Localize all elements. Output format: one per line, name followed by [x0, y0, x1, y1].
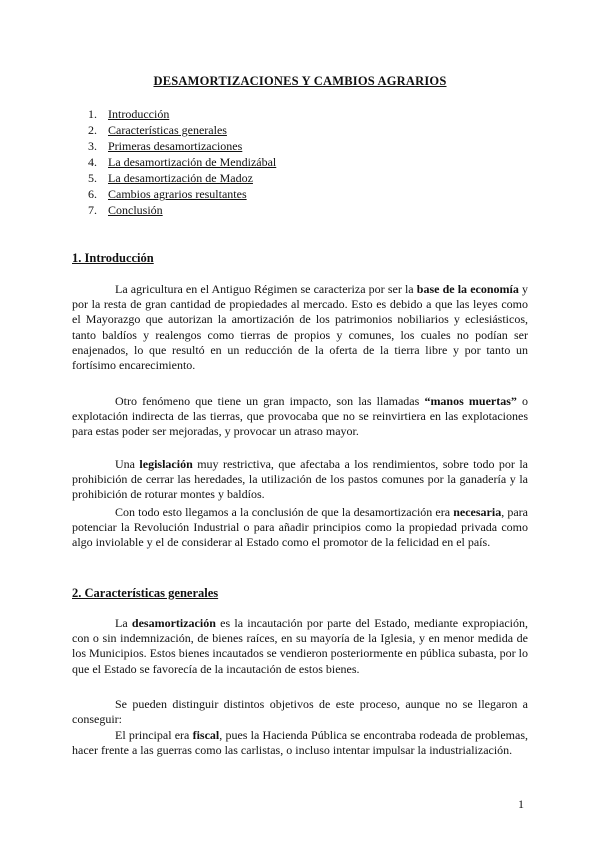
toc-item[interactable]: 4. La desamortización de Mendizábal	[88, 155, 277, 169]
toc-link[interactable]: Primeras desamortizaciones	[108, 139, 243, 153]
paragraph: Una legislación muy restrictiva, que afectaba a los rendimientos, sobre todo por la prohibición de cerrar las heredades, la utilización de los pastos comunes por la ganadería y la prohibición de roturar montes y baldíos.	[72, 457, 528, 502]
toc-link[interactable]: Introducción	[108, 107, 170, 121]
toc-item[interactable]: 5. La desamortización de Madoz	[88, 171, 253, 185]
page-number: 1	[518, 797, 524, 811]
toc-item[interactable]: 2. Características generales	[88, 123, 227, 137]
toc-link[interactable]: Características generales	[108, 123, 227, 137]
paragraph: Se pueden distinguir distintos objetivos de este proceso, aunque no se llegaron a conseguir:	[72, 697, 528, 727]
section-heading-caracteristicas: 2. Características generales	[72, 586, 219, 600]
paragraph: La desamortización es la incautación por parte del Estado, mediante expropiación, con o sin indemnización, de bienes raíces, en su mayoría de la Iglesia, y en menor medida de los Municipios. Estos bienes incautados se vendieron posteriormente en pública subasta, por lo que el Estado se favorecía de la incautación de estos bienes.	[72, 616, 528, 676]
paragraph: La agricultura en el Antiguo Régimen se caracteriza por ser la base de la economía y por la resta de gran cantidad de propiedades al mercado. Esto es debido a que las leyes como el Mayorazgo que autorizan la amortización de los patrimonios nobiliarios y eclesiásticos, tanto baldíos y realengos como tierras de propios y comunes, los cuales no podían ser enajenados, lo que resultó en un reducción de la oferta de la tierra libre y por tanto un fortísimo encarecimiento.	[72, 282, 529, 373]
section-heading-introduccion: 1. Introducción	[72, 251, 154, 265]
toc-item[interactable]: 7. Conclusión	[88, 203, 163, 217]
paragraph: El principal era fiscal, pues la Hacienda Pública se encontraba rodeada de problemas, hacer frente a las guerras como las carlistas, o incluso intentar impulsar la industrialización.	[72, 728, 529, 758]
toc-link[interactable]: La desamortización de Mendizábal	[108, 155, 277, 169]
toc-item[interactable]: 6. Cambios agrarios resultantes	[88, 187, 247, 201]
table-of-contents	[88, 106, 276, 218]
toc-link[interactable]: Cambios agrarios resultantes	[108, 187, 247, 201]
document-title: DESAMORTIZACIONES Y CAMBIOS AGRARIOS	[153, 74, 447, 88]
toc-link[interactable]: Conclusión	[108, 203, 163, 217]
toc-item[interactable]: 1. Introducción	[88, 107, 170, 121]
toc-link[interactable]: La desamortización de Madoz	[108, 171, 253, 185]
toc-item[interactable]: 3. Primeras desamortizaciones	[88, 139, 243, 153]
paragraph: Con todo esto llegamos a la conclusión de que la desamortización era necesaria, para potenciar la Revolución Industrial o para añadir principios como la propiedad privada como algo inviolable y el de considerar al Estado como el promotor de la felicidad en el país.	[72, 505, 529, 550]
paragraph: Otro fenómeno que tiene un gran impacto, son las llamadas “manos muertas” o explotación indirecta de las tierras, que provocaba que no se reinvirtiera en las explotaciones para estas poder ser mejoradas, y provocar un atraso mayor.	[72, 394, 529, 439]
